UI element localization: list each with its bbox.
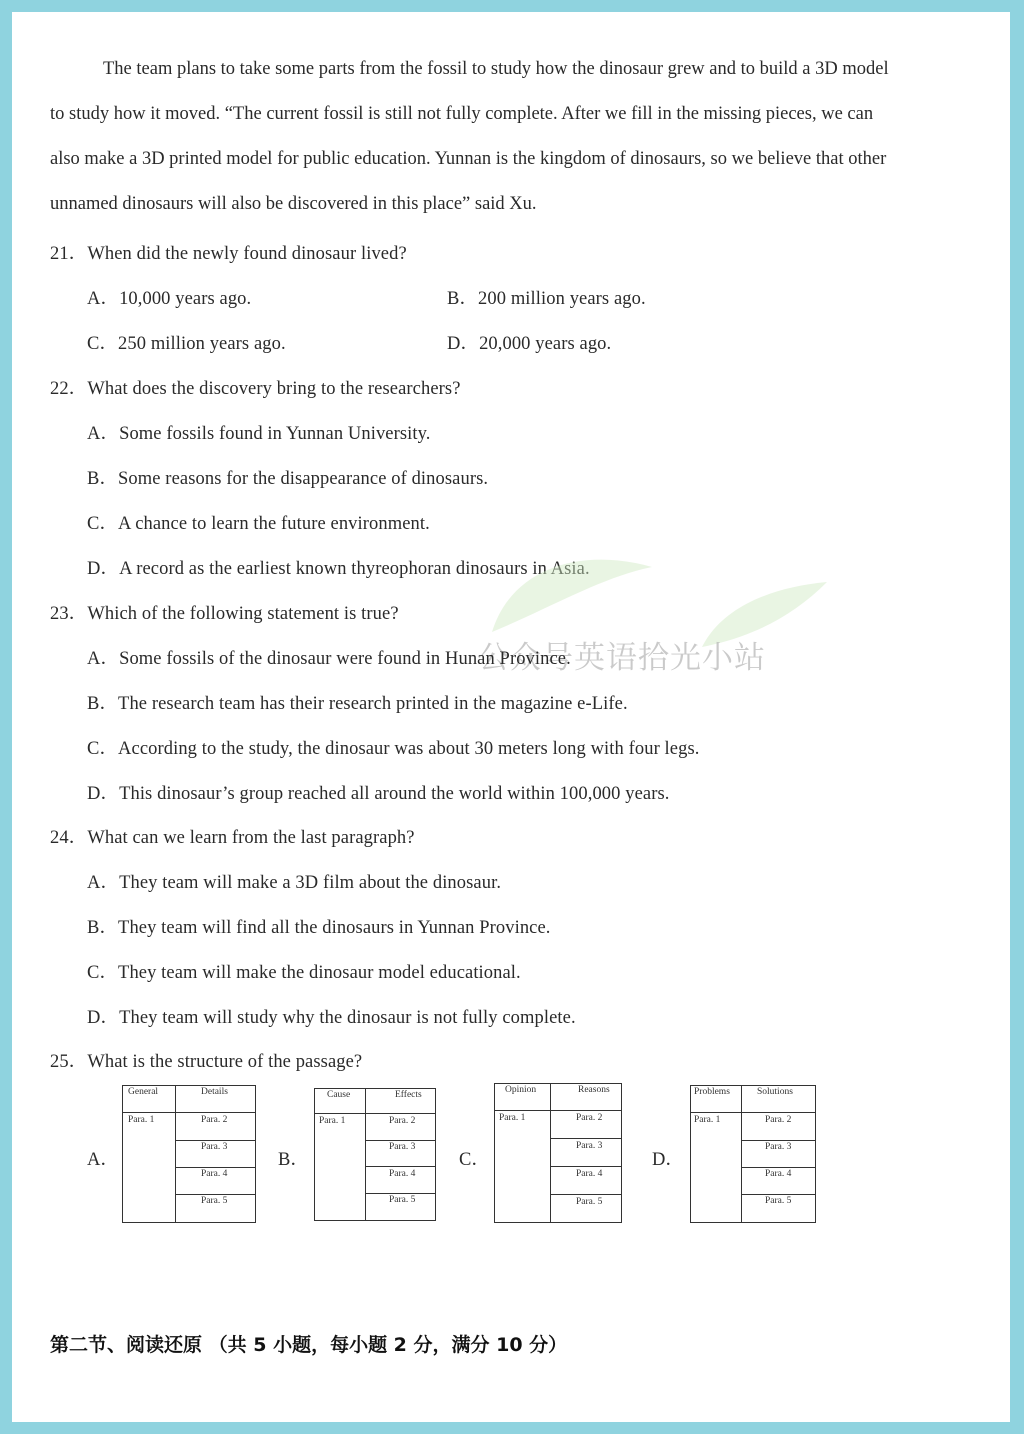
option-21-c: C．250 million years ago. [87,334,286,354]
question-24 [50,823,415,849]
exam-page [12,12,1010,1422]
question-number: 25． [50,1052,88,1072]
option-22-d: D．A record as the earliest known thyreophoran dinosaurs in Asia. [87,559,590,579]
passage-line: also make a 3D printed model for public education. Yunnan is the kingdom of dinosaurs, so we believe that other [50,149,887,169]
option-23-b: B．The research team has their research printed in the magazine e-Life. [87,694,628,714]
option-23-d: D．This dinosaur’s group reached all around the world within 100,000 years. [87,784,670,804]
question-number: 22． [50,379,88,399]
question-text: Which of the following statement is true? [87,604,399,624]
structure-option-c-label: C． [459,1150,490,1170]
question-number: 23． [50,604,88,624]
section-heading: 第二节、阅读还原 （共 5 小题，每小题 2 分，满分 10 分） [50,1334,568,1356]
option-22-a: A．Some fossils found in Yunnan University. [87,424,431,444]
option-22-b: B．Some reasons for the disappearance of dinosaurs. [87,469,489,489]
question-number: 21． [50,244,88,264]
option-22-c: C．A chance to learn the future environment. [87,514,430,534]
structure-table-a: General Details Para. 1 Para. 2 Para. 3 Para. 4 Para. 5 [122,1085,256,1223]
structure-option-d-label: D． [652,1150,684,1170]
question-23 [50,599,399,625]
option-23-a: A．Some fossils of the dinosaur were found in Hunan Province. [87,649,571,669]
watermark-text: 公众号英语拾光小站 [478,640,766,676]
option-24-c: C．They team will make the dinosaur model educational. [87,963,521,983]
question-25 [50,1047,362,1073]
structure-option-a-label: A． [87,1150,119,1170]
passage-line: to study how it moved. “The current fossil is still not fully complete. After we fill in the missing pieces, we can [50,104,874,124]
option-24-d: D．They team will study why the dinosaur is not fully complete. [87,1008,576,1028]
question-text: What does the discovery bring to the researchers? [87,379,461,399]
passage-line: unnamed dinosaurs will also be discovered in this place” said Xu. [50,194,537,214]
option-24-b: B．They team will find all the dinosaurs in Yunnan Province. [87,918,551,938]
option-21-a: A．10,000 years ago. [87,289,252,309]
structure-table-c: Opinion Reasons Para. 1 Para. 2 Para. 3 Para. 4 Para. 5 [494,1083,622,1223]
question-21 [50,239,407,265]
question-text: What is the structure of the passage? [87,1052,363,1072]
structure-option-b-label: B． [278,1150,309,1170]
passage-line: The team plans to take some parts from the fossil to study how the dinosaur grew and to build a 3D model [103,59,889,79]
option-21-d: D．20,000 years ago. [447,334,612,354]
question-text: What can we learn from the last paragraph? [87,828,415,848]
option-24-a: A．They team will make a 3D film about the dinosaur. [87,873,502,893]
question-22 [50,374,461,400]
question-text: When did the newly found dinosaur lived? [87,244,407,264]
option-21-b: B．200 million years ago. [447,289,646,309]
option-23-c: C．According to the study, the dinosaur was about 30 meters long with four legs. [87,739,700,759]
question-number: 24． [50,828,88,848]
structure-table-b: Cause Effects Para. 1 Para. 2 Para. 3 Para. 4 Para. 5 [314,1088,436,1221]
structure-table-d: Problems Solutions Para. 1 Para. 2 Para. 3 Para. 4 Para. 5 [690,1085,816,1223]
